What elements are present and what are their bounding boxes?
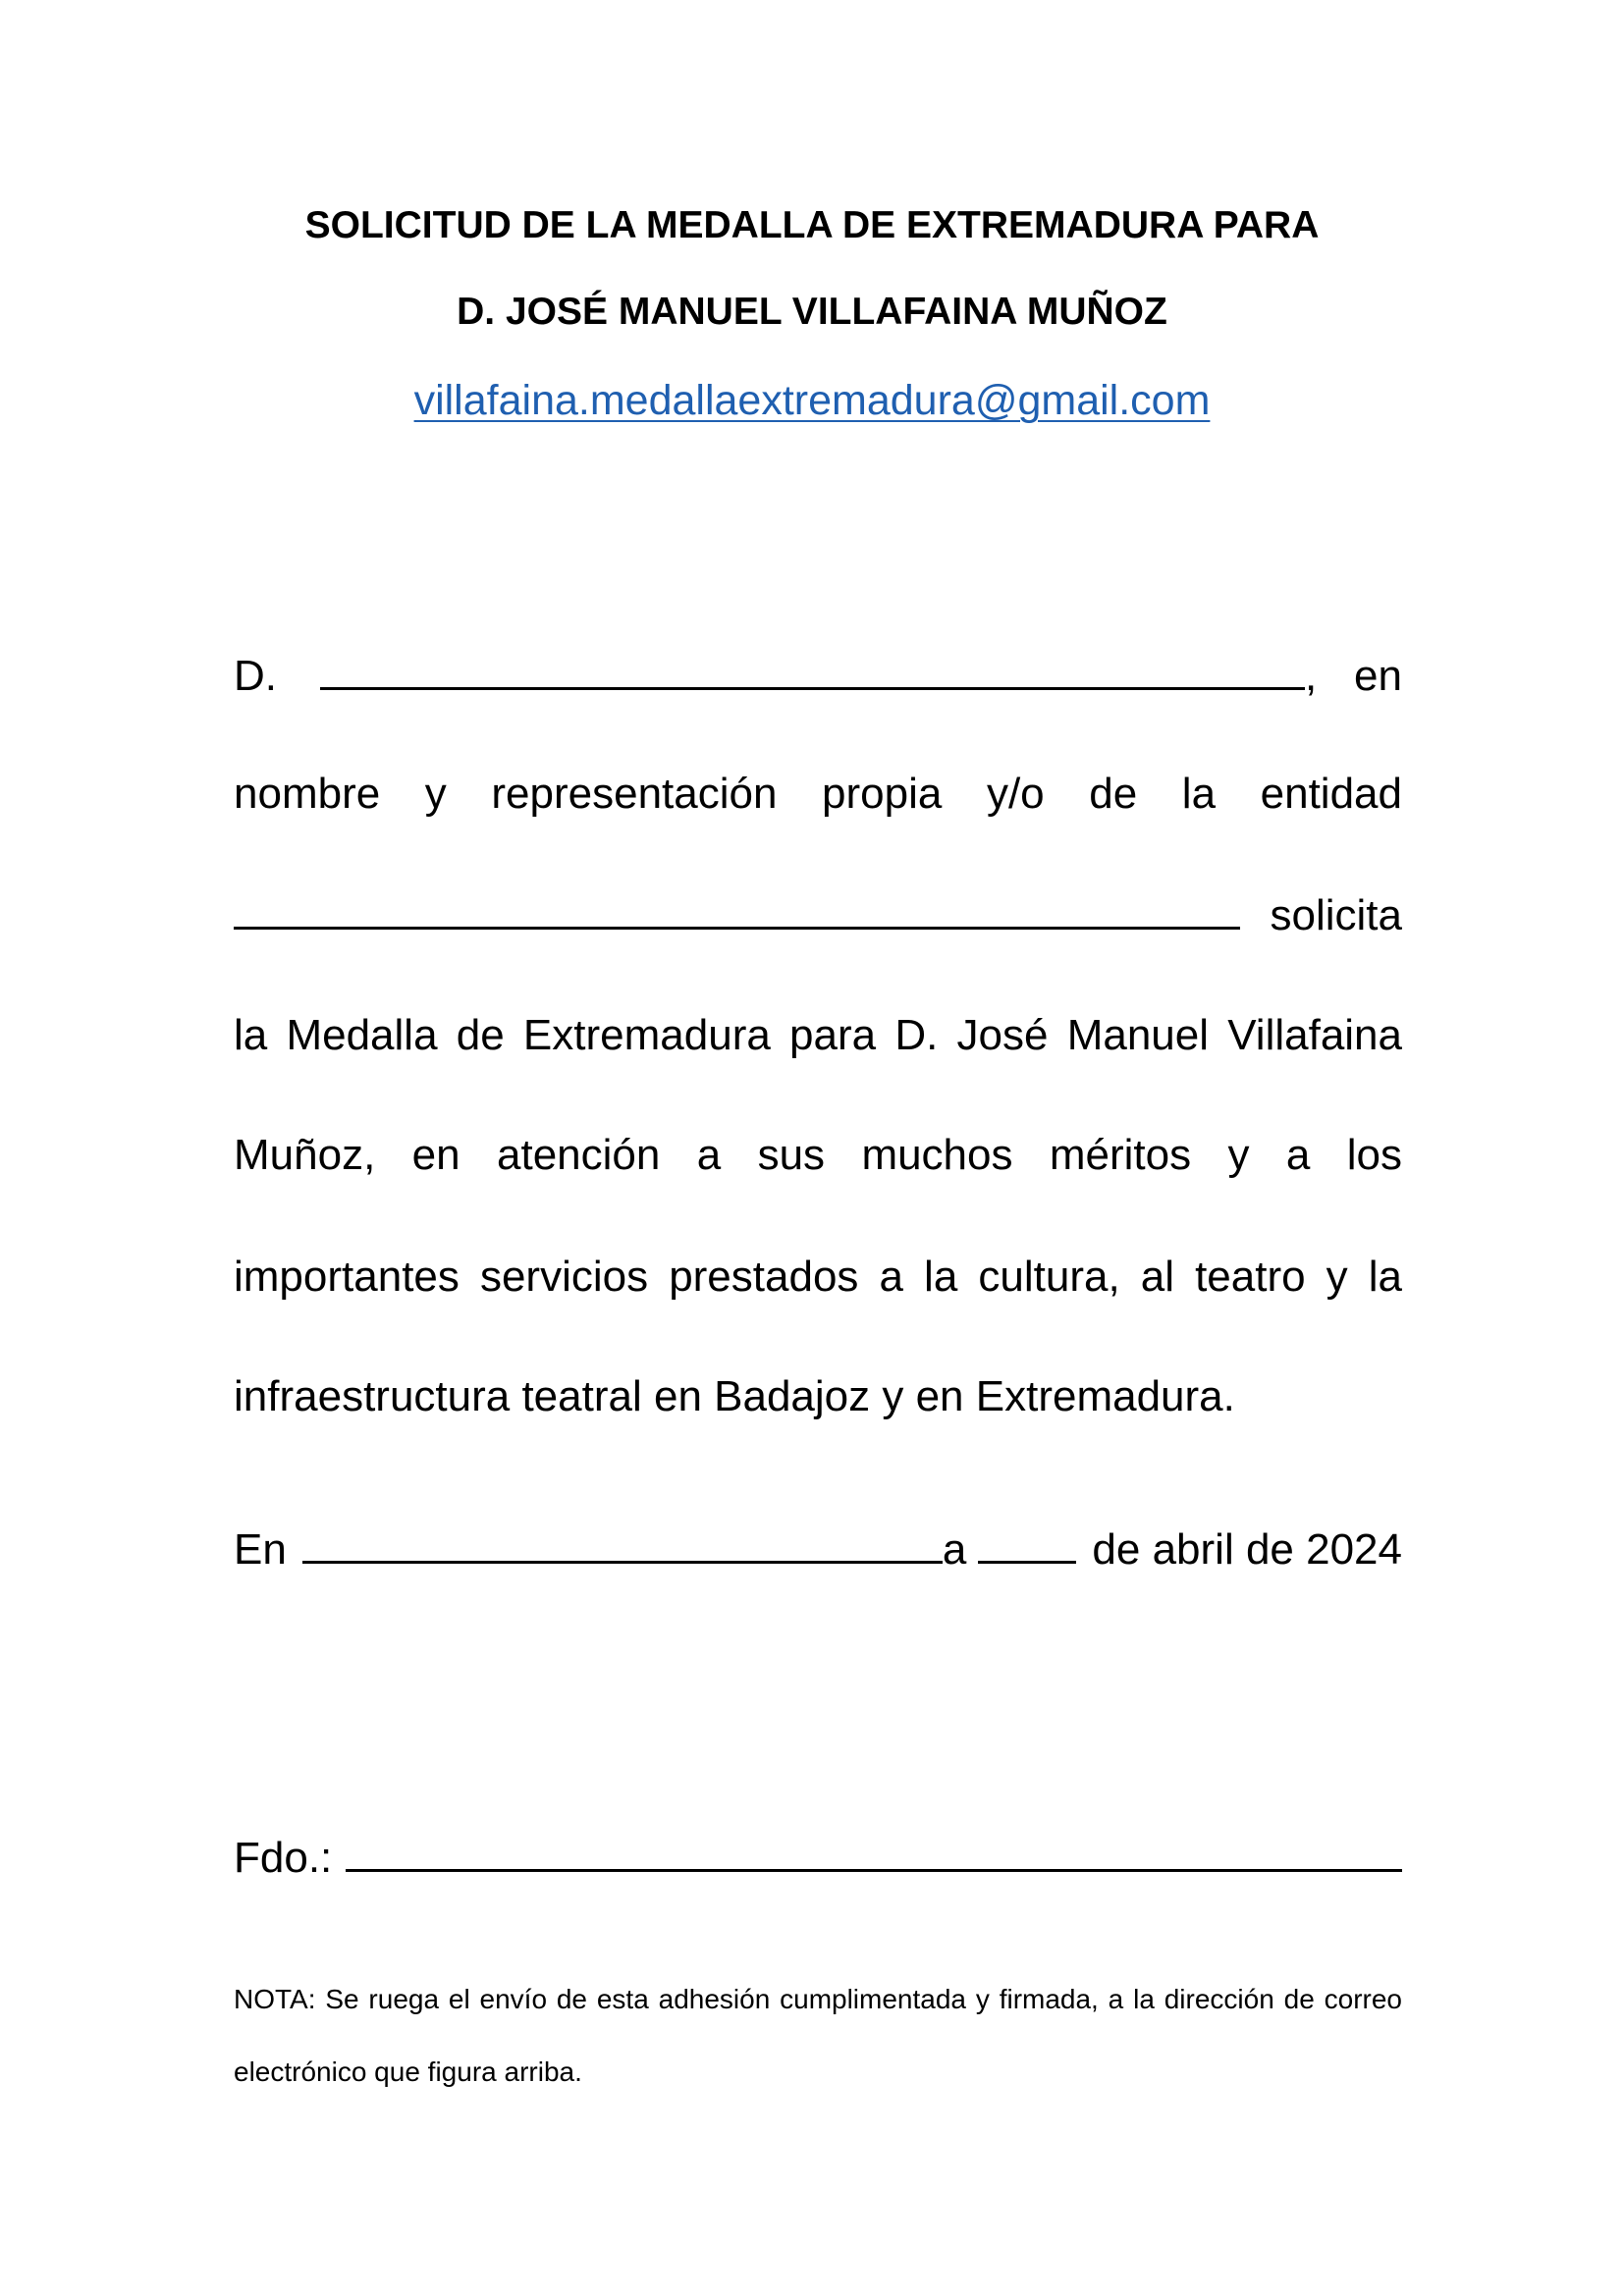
title-line-1: SOLICITUD DE LA MEDALLA DE EXTREMADURA PARA — [304, 204, 1320, 246]
note-line-2: electrónico que figura arriba. — [234, 2056, 582, 2087]
signature-line — [234, 1832, 1402, 1885]
name-line-end: en — [1354, 652, 1402, 700]
email-link[interactable]: villafaina.medallaextremadura@gmail.com — [413, 377, 1211, 424]
signature-label: Fdo.: — [234, 1834, 333, 1882]
request-line-1: la Medalla de Extremadura para D. José Manuel Villafaina — [234, 1011, 1402, 1059]
representation-line: nombre y representación propia y/o de la entidad — [234, 770, 1402, 818]
request-line-4: infraestructura teatral en Badajoz y en Extremadura. — [234, 1372, 1235, 1420]
request-line-2: Muñoz, en atención a sus muchos méritos y a los — [234, 1131, 1402, 1179]
name-comma: , — [1305, 652, 1318, 700]
name-blank-field[interactable] — [320, 652, 1305, 690]
place-prefix: En — [234, 1525, 287, 1574]
entity-line-end: solicita — [1270, 891, 1402, 939]
day-prefix: a — [942, 1525, 967, 1574]
entity-line — [234, 889, 1402, 942]
signature-blank-field[interactable] — [346, 1834, 1402, 1872]
place-blank-field[interactable] — [302, 1525, 943, 1564]
request-line-3: importantes servicios prestados a la cultura, al teatro y la — [234, 1253, 1402, 1301]
entity-blank-field[interactable] — [234, 891, 1240, 930]
name-prefix: D. — [234, 652, 277, 700]
date-line — [234, 1523, 1402, 1576]
name-line — [234, 650, 1402, 703]
note-line-1: NOTA: Se ruega el envío de esta adhesión cumplimentada y firmada, a la dirección de correo — [234, 1984, 1402, 2014]
email-line — [0, 375, 1624, 426]
date-suffix: de abril de 2024 — [1092, 1525, 1402, 1574]
day-blank-field[interactable] — [978, 1525, 1076, 1564]
title-line-2: D. JOSÉ MANUEL VILLAFAINA MUÑOZ — [457, 291, 1167, 333]
